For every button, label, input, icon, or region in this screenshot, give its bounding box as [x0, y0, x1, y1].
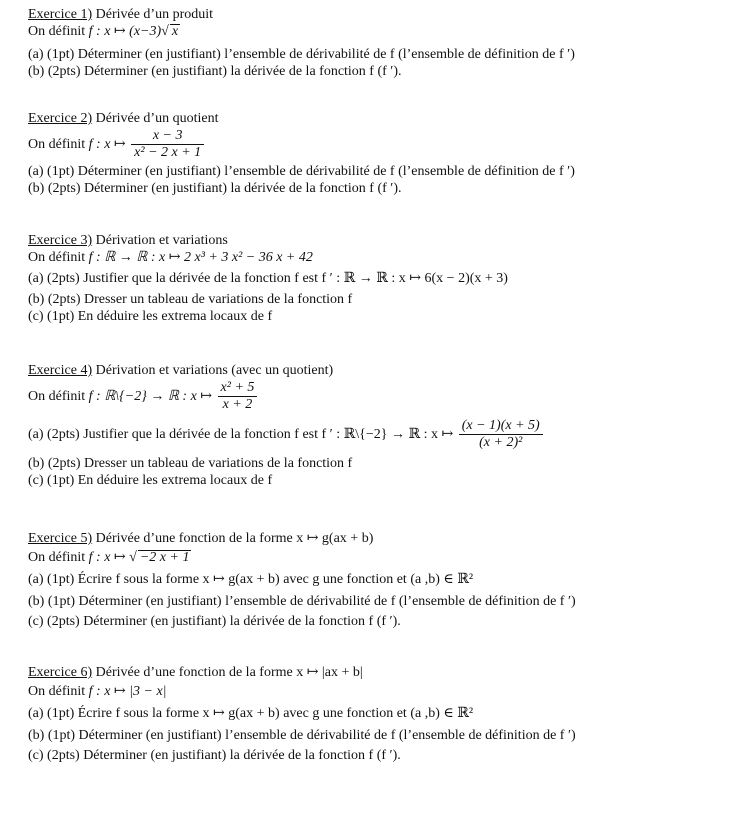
question-item: (c) (1pt) En déduire les extrema locaux de f — [28, 309, 273, 324]
exercise-label: Exercice 5) — [28, 531, 93, 546]
definition-math: f : x ↦ |3 − x| — [88, 684, 167, 699]
definition-prefix: On définit — [28, 137, 86, 152]
question-item: (b) (2pts) Dresser un tableau de variations de la fonction f — [28, 456, 353, 471]
exercise-5 — [28, 530, 743, 630]
definition-prefix: On définit — [28, 550, 86, 565]
fraction-denominator: (x + 2)² — [479, 435, 523, 451]
question-item: (b) (2pts) Déterminer (en justifiant) la dérivée de la fonction f (f ′). — [28, 181, 402, 196]
fraction-denominator: x + 2 — [222, 397, 253, 413]
exercise-6 — [28, 664, 743, 764]
question-item: (a) (1pt) Déterminer (en justifiant) l’ensemble de dérivabilité de f (l’ensemble de définition de f ′) — [28, 164, 575, 179]
question-item: (a) (2pts) Justifier que la dérivée de la fonction f est f ′ : ℝ → ℝ : x ↦ 6(x − 2)(x + 3) — [28, 271, 508, 286]
function-definition — [28, 379, 743, 415]
fraction — [459, 418, 543, 451]
exercise-topic: Dérivée d’une fonction de la forme x ↦ g(ax + b) — [95, 531, 374, 546]
fraction-numerator: x − 3 — [131, 128, 204, 145]
definition-math: f : x ↦ — [88, 137, 126, 152]
question-item: (b) (1pt) Déterminer (en justifiant) l’ensemble de dérivabilité de f (l’ensemble de définition de f ′) — [28, 594, 576, 609]
exercise-title — [28, 6, 743, 23]
fraction-denominator: x² − 2 x + 1 — [134, 145, 202, 161]
exercise-1 — [28, 6, 743, 80]
exercise-label: Exercice 1) — [28, 7, 93, 22]
question-item — [28, 415, 743, 455]
exercise-title — [28, 110, 743, 127]
exercise-label: Exercice 3) — [28, 233, 93, 248]
question-item: (b) (2pts) Dresser un tableau de variations de la fonction f — [28, 292, 353, 307]
fraction-numerator: x² + 5 — [218, 380, 258, 397]
function-definition — [28, 249, 743, 266]
fraction — [218, 380, 258, 413]
question-item: (a) (1pt) Déterminer (en justifiant) l’ensemble de dérivabilité de f (l’ensemble de définition de f ′) — [28, 47, 575, 62]
question-item: (a) (1pt) Écrire f sous la forme x ↦ g(ax + b) avec g une fonction et (a ,b) ∈ ℝ² — [28, 706, 474, 721]
definition-prefix: On définit — [28, 389, 86, 404]
fraction — [131, 128, 204, 161]
exercise-topic: Dérivation et variations (avec un quotient) — [95, 363, 334, 378]
definition-math: f : x ↦ — [88, 550, 126, 565]
question-item: (c) (2pts) Déterminer (en justifiant) la dérivée de la fonction f (f ′). — [28, 614, 401, 629]
question-item: (b) (2pts) Déterminer (en justifiant) la dérivée de la fonction f (f ′). — [28, 64, 402, 79]
exercise-label: Exercice 4) — [28, 363, 93, 378]
exercise-label: Exercice 6) — [28, 665, 93, 680]
sqrt-sign: √ — [161, 24, 169, 39]
function-definition — [28, 127, 743, 163]
exercise-3 — [28, 232, 743, 325]
exercise-title — [28, 232, 743, 249]
definition-math: f : ℝ → ℝ : x ↦ 2 x³ + 3 x² − 36 x + 42 — [88, 250, 313, 265]
exercise-topic: Dérivée d’un produit — [95, 7, 214, 22]
exercise-label: Exercice 2) — [28, 111, 93, 126]
exercise-title — [28, 664, 743, 681]
sqrt-sign: √ — [129, 550, 137, 565]
question-item: (c) (1pt) En déduire les extrema locaux de f — [28, 473, 273, 488]
definition-radicand: x — [171, 24, 179, 39]
definition-radicand: −2 x + 1 — [139, 550, 190, 565]
definition-math: f : ℝ\{−2} → ℝ : x ↦ — [88, 389, 213, 404]
fraction-numerator: (x − 1)(x + 5) — [459, 418, 543, 435]
question-item: (c) (2pts) Déterminer (en justifiant) la dérivée de la fonction f (f ′). — [28, 748, 401, 763]
definition-prefix: On définit — [28, 684, 86, 699]
question-item: (b) (1pt) Déterminer (en justifiant) l’ensemble de dérivabilité de f (l’ensemble de définition de f ′) — [28, 728, 576, 743]
exercise-2 — [28, 110, 743, 197]
exercise-title — [28, 362, 743, 379]
exercise-topic: Dérivée d’un quotient — [95, 111, 219, 126]
definition-math: f : x ↦ (x−3) — [88, 24, 162, 39]
exercise-topic: Dérivée d’une fonction de la forme x ↦ |ax + b| — [95, 665, 363, 680]
exercise-topic: Dérivation et variations — [95, 233, 228, 248]
question-text: (a) (2pts) Justifier que la dérivée de la fonction f est f ′ : ℝ\{−2} → ℝ : x ↦ — [28, 427, 454, 442]
function-definition — [28, 547, 743, 569]
exercise-title — [28, 530, 743, 547]
definition-prefix: On définit — [28, 250, 86, 265]
question-item: (a) (1pt) Écrire f sous la forme x ↦ g(ax + b) avec g une fonction et (a ,b) ∈ ℝ² — [28, 572, 474, 587]
function-definition — [28, 681, 743, 703]
definition-prefix: On définit — [28, 24, 86, 39]
function-definition — [28, 23, 743, 40]
exercise-4 — [28, 362, 743, 489]
